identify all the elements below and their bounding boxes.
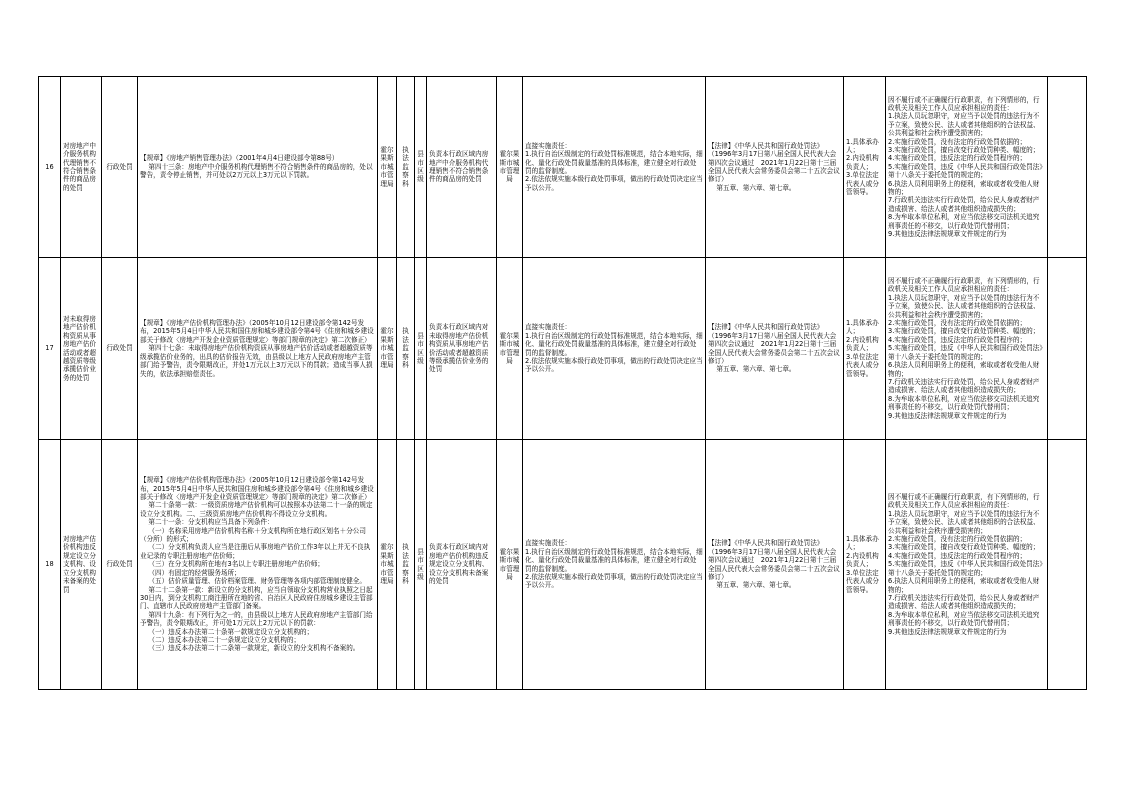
duty-line: 1.执行自治区级制定的行政处罚标准规范，结合本地实际，细化、量化行政处罚裁量基准的具体标准，建立健全对行政处罚的监督制度。: [525, 547, 703, 573]
basis-line: 【规章】《房地产估价机构管理办法》（2005年10月12日建设部令第142号发布，2015年5月4日中华人民共和国住房和城乡建设部令第4号《住房和城乡建设部关于修改〈房地产开发企业资质管理规定〉等部门规章的决定》第二次修正）: [140, 319, 374, 344]
liability-line: 因不履行或不正确履行行政职责，有下列情形的，行政机关及相关工作人员应承担相应的责任：: [888, 95, 1040, 112]
responsible-subject: [844, 77, 886, 258]
liability-line: 2.实施行政处罚，没有法定的行政处罚依据的；: [888, 137, 1027, 146]
liability-items: [886, 77, 1048, 258]
responsibility-table: [38, 76, 1087, 690]
table-row: [39, 77, 1087, 258]
basis-line: （五）估价质量管理、估价档案管理、财务管理等各项内部管理制度健全。: [140, 577, 366, 586]
basis-line: （二）违反本办法第二十一条规定设立分支机构的；: [140, 635, 301, 644]
law-line: 【法律】《中华人民共和国行政处罚法》（1996年3月17日第八届全国人民代表大会第四次会议通过 2021年1月22日第十三届全国人民代表大会常务委员会第二十五次会议修订）: [708, 323, 840, 365]
legal-basis: [138, 258, 378, 440]
item-name: 对未取得房地产估价机构资质从事房地产估价活动或者超越资质等级承揽估价业务的处罚: [61, 258, 102, 440]
notes: [1048, 77, 1087, 258]
subject-line: 2.内设机构负责人；: [846, 335, 879, 353]
law-line: 第五章、第六章、第七章。: [708, 581, 796, 590]
law-line: 【法律】《中华人民共和国行政处罚法》（1996年3月17日第八届全国人民代表大会第四次会议通过 2021年1月22日第十三届全国人民代表大会常务委员会第二十五次会议修订）: [708, 141, 840, 184]
accountability-law: [706, 258, 844, 440]
basis-line: 【规章】《房地产估价机构管理办法》（2005年10月12日建设部令第142号发布，2015年5月4日中华人民共和国住房和城乡建设部令第4号《住房和城乡建设部关于修改〈房地产开发企业资质管理规定〉等部门规章的决定》第二次修正）: [140, 476, 374, 502]
liability-line: 5.实施行政处罚，违反《中华人民共和国行政处罚法》第十八条关于委托处罚的规定的；: [888, 344, 1043, 361]
basis-line: 【规章】《房地产销售管理办法》（2001年4月4日建设部令第88号）: [140, 154, 339, 163]
law-line: 第五章、第六章、第七章。: [708, 183, 796, 192]
admin-level: 县市区级: [415, 258, 427, 440]
basis-line: 第四十九条：有下列行为之一的，由县级以上地方人民政府房地产主管部门给予警告，责令限期改正，并可处1万元以上2万元以下的罚款：: [140, 610, 373, 628]
responsible-subject: [844, 440, 886, 690]
liability-line: 因不履行或不正确履行行政职责，有下列情形的，行政机关及相关工作人员应承担相应的责任：: [888, 493, 1040, 510]
basis-line: （三）违反本办法第二十二条第一款规定，新设立的分支机构不备案的。: [140, 644, 360, 653]
liability-line: 8.为牟取本单位私利，对应当依法移交司法机关追究刑事责任的不移交，以行政处罚代替刑罚；: [888, 394, 1040, 412]
law-line: 第五章、第六章、第七章。: [708, 365, 796, 374]
admin-level: 县市区级: [415, 440, 427, 690]
subject-line: 1.具体承办人；: [846, 137, 879, 154]
law-line: 【法律】《中华人民共和国行政处罚法》（1996年3月17日第八届全国人民代表大会第四次会议通过 2021年1月22日第十三届全国人民代表大会常务委员会第二十五次会议修订）: [708, 539, 840, 581]
basis-line: （四）有固定的经营服务场所；: [140, 568, 241, 577]
liability-line: 因不履行或不正确履行行政职责，有下列情形的，行政机关及相关工作人员应承担相应的责任：: [888, 277, 1040, 294]
liability-line: 7.行政机关违法实行行政处罚，给公民人身或者财产造成损害、给法人或者其他组织造成损失的；: [888, 196, 1040, 213]
liability-line: 1.执法人员玩忽职守，对应当予以处罚的违法行为不予立案，致使公民、法人或者其他组织的合法权益、公共利益和社会秩序遭受损害的；: [888, 293, 1040, 319]
liability-line: 1.执法人员玩忽职守，对应当予以处罚的违法行为不予立案，致使公民、法人或者其他组织的合法权益、公共利益和社会秩序遭受损害的；: [888, 112, 1040, 138]
duty-line: 直接实施责任：: [525, 323, 572, 332]
liability-line: 7.行政机关违法实行行政处罚，给公民人身或者财产造成损害、给法人或者其他组织造成损失的；: [888, 377, 1040, 395]
liability-line: 3.实施行政处罚，擅自改变行政处罚种类、幅度的；: [888, 145, 1040, 154]
subject-line: 1.具体承办人；: [846, 319, 879, 336]
liability-line: 2.实施行政处罚，没有法定的行政处罚依据的；: [888, 535, 1027, 544]
row-number: 18: [39, 440, 61, 690]
basis-line: （一）名称采用房地产估价机构名称＋分支机构所在地行政区划名＋分公司（分所）的形式；: [140, 526, 366, 544]
basis-line: 第二十一条：分支机构应当具备下列条件：: [140, 518, 274, 527]
item-name: 对房地产估价机构违反规定设立分支机构、设立分支机构未备案的处罚: [61, 440, 102, 690]
liability-line: 3.实施行政处罚，擅自改变行政处罚种类、幅度的；: [888, 327, 1040, 336]
table-row: [39, 258, 1087, 440]
scope-of-duty: 负责本行政区域内对房地产估价机构违反规定设立分支机构、设立分支机构未备案的处罚: [427, 440, 497, 690]
notes: [1048, 258, 1087, 440]
legal-basis: [138, 77, 378, 258]
liability-line: 9.其他违反法律法规规章文件规定的行为: [888, 411, 1007, 420]
subject-line: 3.单位法定代表人或分管领导。: [846, 171, 879, 197]
liability-line: 8.为牟取本单位私利，对应当依法移交司法机关追究刑事责任的不移交，以行政处罚代替刑罚；: [888, 610, 1040, 628]
basis-line: 第二十二条第一款：新设立的分支机构，应当自领取分支机构营业执照之日起30日内，到分支机构工商注册所在地的省、自治区人民政府住房城乡建设主管部门、直辖市人民政府房地产主管部门备案。: [140, 585, 373, 611]
liability-line: 1.执法人员玩忽职守，对应当予以处罚的违法行为不予立案，致使公民、法人或者其他组织的合法权益、公共利益和社会秩序遭受损害的；: [888, 509, 1040, 535]
legal-basis: [138, 440, 378, 690]
scope-of-duty: 负责本行政区域内房地产中介服务机构代理销售不符合销售条件的商品房的处罚: [427, 77, 497, 258]
liability-line: 5.实施行政处罚，违反《中华人民共和国行政处罚法》第十八条关于委托处罚的规定的；: [888, 162, 1043, 180]
subject-line: 1.具体承办人；: [846, 535, 879, 552]
basis-line: （二）分支机构负责人应当是注册后从事房地产估价工作3年以上并无不良执业记录的专职注册房地产估价师；: [140, 543, 371, 560]
liability-line: 6.执法人员利用职务上的便利，索取或者收受他人财物的；: [888, 361, 1040, 378]
responsible-department: 霍尔果斯市城市管理局: [497, 77, 523, 258]
liability-line: 2.实施行政处罚，没有法定的行政处罚依据的；: [888, 319, 1027, 328]
subject-line: 3.单位法定代表人或分管领导。: [846, 352, 879, 378]
liability-line: 9.其他违反法律法规规章文件规定的行为: [888, 627, 1007, 636]
liability-line: 4.实施行政处罚，违反法定的行政处罚程序的；: [888, 551, 1027, 560]
liability-items: [886, 440, 1048, 690]
basis-line: 第四十七条：未取得房地产估价机构资质从事房地产估价活动或者超越资质等级承揽估价业务的，出具的估价报告无效，由县级以上地方人民政府房地产主管部门给予警告，责令限期改正，并处1万元以上3万元以下的罚款；造成当事人损失的，依法承担赔偿责任。: [140, 344, 373, 378]
notes: [1048, 440, 1087, 690]
implementing-agency: 霍尔果斯市城市管理局: [378, 77, 397, 258]
liability-line: 5.实施行政处罚，违反《中华人民共和国行政处罚法》第十八条关于委托处罚的规定的；: [888, 560, 1043, 577]
duty-line: 1.执行自治区级制定的行政处罚标准规范，结合本地实际，细化、量化行政处罚裁量基准的具体标准，建立健全对行政处罚的监督制度。: [525, 331, 703, 357]
duty-line: 2.依法依规实施本级行政处罚事项，做出的行政处罚决定应当予以公开。: [525, 175, 703, 192]
duty-line: 直接实施责任：: [525, 539, 572, 548]
basis-line: （一）违反本办法第二十条第一款规定设立分支机构的；: [140, 627, 314, 636]
liability-line: 8.为牟取本单位私利，对应当依法移交司法机关追究刑事责任的不移交，以行政处罚代替刑罚；: [888, 213, 1040, 230]
basis-line: 第二十条第一款：一级资质房地产估价机构可以按照本办法第二十一条的规定设立分支机构。二、三级资质房地产估价机构不得设立分支机构。: [140, 501, 373, 518]
duty-line: 2.依法依规实施本级行政处罚事项，做出的行政处罚决定应当予以公开。: [525, 356, 703, 374]
handling-office: 执法监察科: [397, 77, 415, 258]
scope-of-duty: 负责本行政区域内对未取得房地产估价机构资质从事房地产估价活动或者超越资质等级承揽估价业务的处罚: [427, 258, 497, 440]
item-type: 行政处罚: [102, 77, 138, 258]
implementing-agency: 霍尔果斯市城市管理局: [378, 440, 397, 690]
duty-items: [523, 258, 706, 440]
item-type: 行政处罚: [102, 258, 138, 440]
accountability-law: [706, 440, 844, 690]
liability-line: 6.执法人员利用职务上的便利，索取或者收受他人财物的；: [888, 179, 1040, 197]
subject-line: 3.单位法定代表人或分管领导。: [846, 568, 879, 594]
responsible-subject: [844, 258, 886, 440]
subject-line: 2.内设机构负责人；: [846, 154, 879, 171]
basis-line: （三）在分支机构所在地有3名以上专职注册房地产估价师；: [140, 560, 325, 569]
admin-level: 县市区级: [415, 77, 427, 258]
duty-items: [523, 440, 706, 690]
duty-line: 1.执行自治区级制定的行政处罚标准规范，结合本地实际，细化、量化行政处罚裁量基准的具体标准，建立健全对行政处罚的监督制度。: [525, 150, 703, 175]
subject-line: 2.内设机构负责人；: [846, 551, 879, 569]
item-type: 行政处罚: [102, 440, 138, 690]
accountability-law: [706, 77, 844, 258]
implementing-agency: 霍尔果斯市城市管理局: [378, 258, 397, 440]
liability-line: 4.实施行政处罚，违反法定的行政处罚程序的；: [888, 335, 1027, 344]
row-number: 16: [39, 77, 61, 258]
liability-line: 3.实施行政处罚，擅自改变行政处罚种类、幅度的；: [888, 543, 1040, 552]
duty-items: [523, 77, 706, 258]
handling-office: 执法监察科: [397, 258, 415, 440]
basis-line: 第四十三条：房地产中介服务机构代理销售不符合销售条件的商品房的，处以警告，责令停止销售，并可处以2万元以上3万元以下罚款。: [140, 162, 373, 180]
duty-line: 直接实施责任：: [525, 141, 572, 150]
liability-line: 9.其他违反法律法规规章文件规定的行为: [888, 230, 1007, 239]
table-row: [39, 440, 1087, 690]
item-name: 对房地产中介服务机构代理销售不符合销售条件的商品房的处罚: [61, 77, 102, 258]
handling-office: 执法监察科: [397, 440, 415, 690]
row-number: 17: [39, 258, 61, 440]
duty-line: 2.依法依规实施本级行政处罚事项，做出的行政处罚决定应当予以公开。: [525, 572, 703, 590]
responsible-department: 霍尔果斯市城市管理局: [497, 258, 523, 440]
liability-line: 6.执法人员利用职务上的便利，索取或者收受他人财物的；: [888, 577, 1040, 594]
responsible-department: 霍尔果斯市城市管理局: [497, 440, 523, 690]
liability-items: [886, 258, 1048, 440]
liability-line: 7.行政机关违法实行行政处罚，给公民人身或者财产造成损害、给法人或者其他组织造成损失的；: [888, 593, 1040, 611]
liability-line: 4.实施行政处罚，违反法定的行政处罚程序的；: [888, 154, 1027, 163]
